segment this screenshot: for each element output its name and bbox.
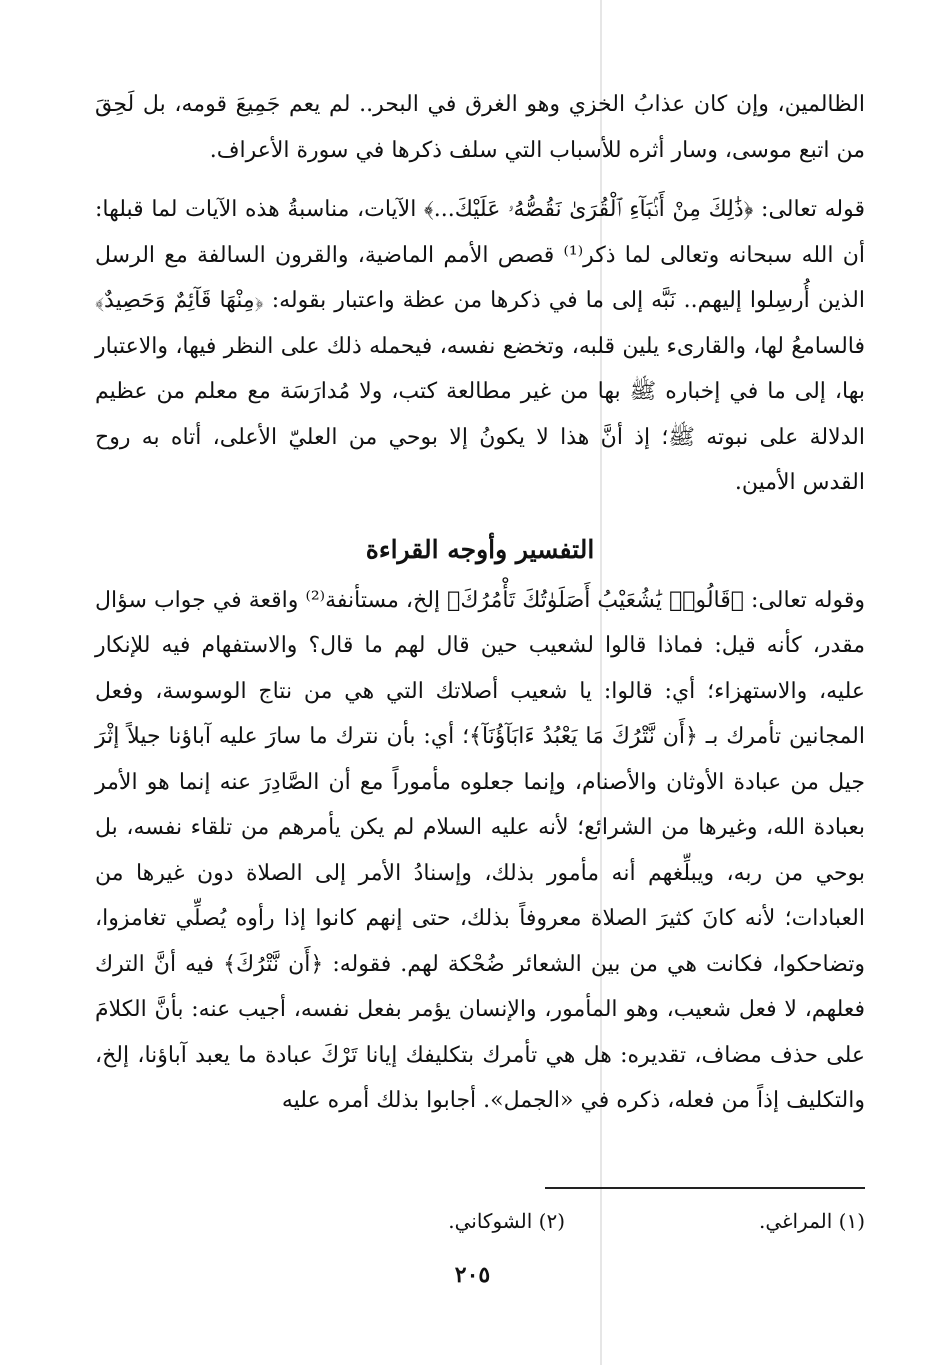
paragraph-2: قوله تعالى: ﴿ذَٰلِكَ مِنْ أَنۢبَآءِ ٱلْقُرَىٰ نَقُصُّهُۥ عَلَيْكَ...﴾ الآيات، مناسبةُ هذه الآيات لما قبلها: أن الله سبحانه وتعالى لما ذكر⁽¹⁾ قصص الأمم الماضية، والقرون السالفة مع الرسل الذين أُرسِلوا إليهم.. نَبَّه إلى ما في ذكرها من عظة واعتبار بقوله: ﴿مِنْهَا قَآئِمٌ وَحَصِيدٌ﴾ فالسامعُ لها، والقارىء يلين قلبه، وتخضع نفسه، فيحمله ذلك على النظر فيها، والاعتبار بها، إلى ما في إخباره ﷺ بها من غير مطالعة كتب، ولا مُدارَسَة مع معلم من عظيم الدلالة على نبوته ﷺ؛ إذ أنَّ هذا لا يكونُ إلا بوحي من العليّ الأعلى، أتاه به روح القدس الأمين. [95, 197, 865, 495]
section-heading: التفسير وأوجه القراءة [365, 534, 595, 564]
page-body [95, 82, 865, 1124]
paragraph-3: وقوله تعالى: ﴿قَالُوا۟ يَٰشُعَيْبُ أَصَلَوٰتُكَ تَأْمُرُكَ﴾ إلخ، مستأنفة⁽²⁾ واقعة في جواب سؤال مقدر، كأنه قيل: فماذا قالوا لشعيب حين قال لهم ما قال؟ والاستفهام فيه للإنكار عليه، والاستهزاء؛ أي: قالوا: يا شعيب أصلاتك التي هي من نتاج الوسوسة، وفعل المجانين تأمرك بـ ﴿أَن نَّتْرُكَ مَا يَعْبُدُ ءَابَآؤُنَآ﴾؛ أي: بأن نترك ما سارَ عليه آباؤنا جيلاً إثْرَ جيل من عبادة الأوثان والأصنام، وإنما جعلوه مأموراً مع أن الصَّادِرَ عنه إنما هو الأمر بعبادة الله، وغيرها من الشرائع؛ لأنه عليه السلام لم يكن يأمرهم من تلقاء نفسه، بل بوحي من ربه، ويبلِّغهم أنه مأمور بذلك، وإسنادُ الأمر إلى الصلاة دون غيرها من العبادات؛ لأنه كانَ كثيرَ الصلاة معروفاً بذلك، حتى إنهم كانوا إذا رأوه يُصلِّي تغامزوا، وتضاحكوا، فكانت هي من بين الشعائر ضُحْكة لهم. فقوله: ﴿أَن نَّتْرُكَ﴾ فيه أنَّ الترك فعلهم، لا فعل شعيب، وهو المأمور، والإنسان يؤمر بفعل نفسه، أجيب عنه: بأنَّ الكلامَ على حذف مضاف، تقديره: هل هي تأمرك بتكليفك إيانا تَرْكَ عبادة ما يعبد آباؤنا، إلخ، والتكليف إذاً من فعله، ذكره في «الجمل». أجابوا بذلك أمره عليه [95, 587, 865, 1113]
page-number: ٢٠٥ [454, 1262, 491, 1288]
footnote-separator [545, 1187, 865, 1189]
paragraph-1: الظالمين، وإن كان عذابُ الخزي وهو الغرق في البحر.. لم يعم جَمِيعَ قومه، بل لَحِقَ من اتبع موسى، وسار أثره للأسباب التي سلف ذكرها في سورة الأعراف. [95, 92, 865, 163]
footnote-2: (٢) الشوكاني. [448, 1209, 565, 1233]
footnote-1: (١) المراغي. [758, 1209, 865, 1233]
